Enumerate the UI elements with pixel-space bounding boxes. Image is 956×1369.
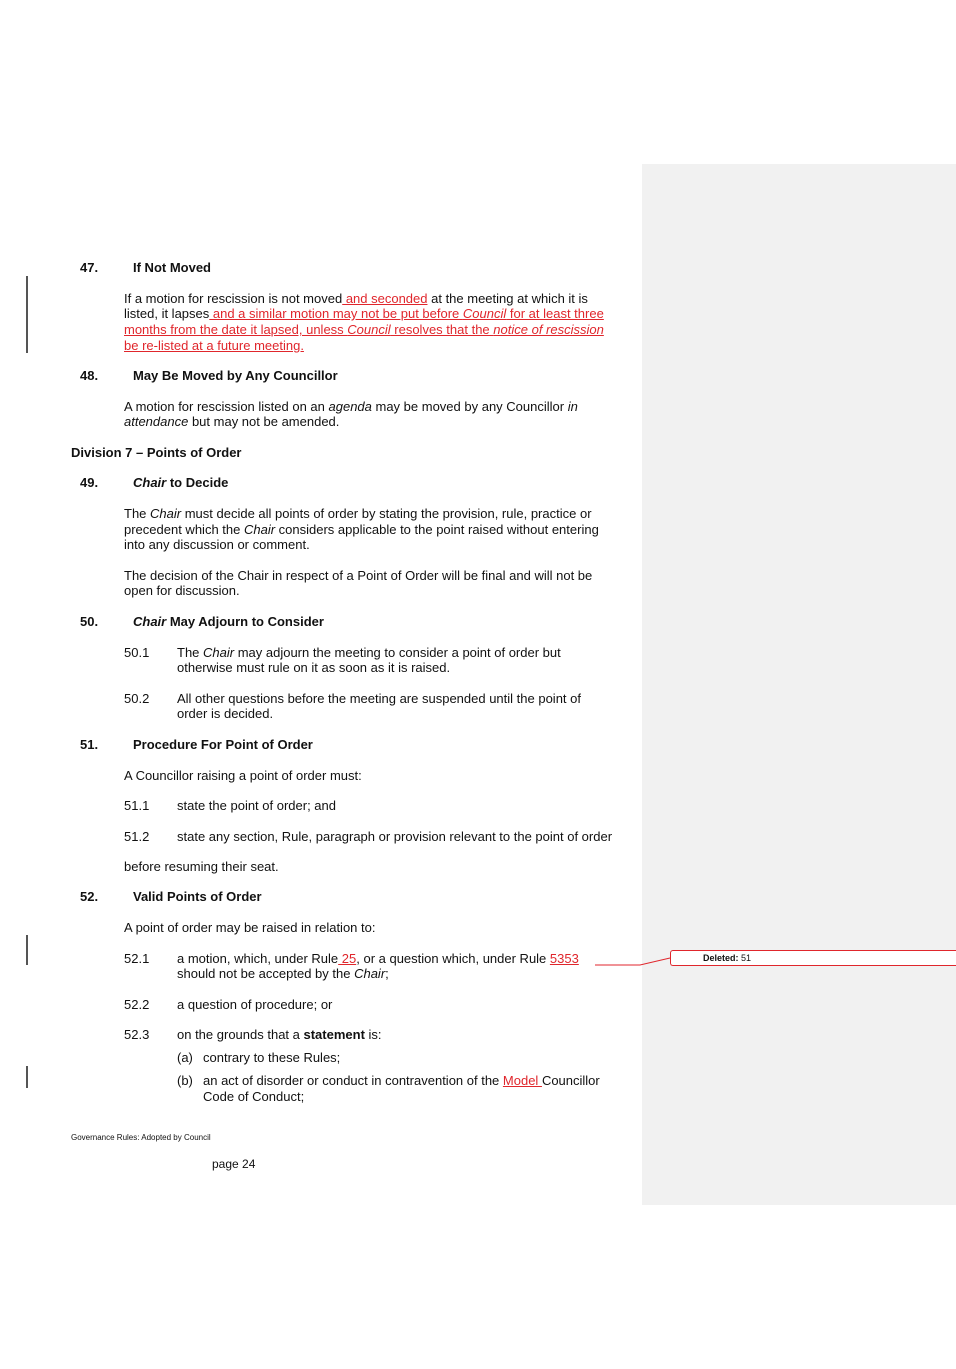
paragraph-line: The Chair may adjourn the meeting to consider a point of order but bbox=[177, 645, 561, 660]
paragraph-line: A point of order may be raised in relation to: bbox=[124, 920, 376, 935]
paragraph-line: on the grounds that a statement is: bbox=[177, 1027, 382, 1042]
paragraph-line: Code of Conduct; bbox=[203, 1089, 305, 1104]
paragraph-line: should not be accepted by the Chair; bbox=[177, 966, 389, 981]
tracked-insertion: be re-listed at a future meeting. bbox=[124, 338, 304, 353]
page-number: page 24 bbox=[212, 1157, 256, 1171]
item-number: 51.2 bbox=[124, 829, 150, 844]
paragraph-line: state any section, Rule, paragraph or provision relevant to the point of order bbox=[177, 829, 613, 844]
paragraph-line: open for discussion. bbox=[124, 583, 240, 598]
item-number: 52.2 bbox=[124, 997, 150, 1012]
paragraph-line: a question of procedure; or bbox=[177, 997, 333, 1012]
item-number: 50.2 bbox=[124, 691, 150, 706]
item-number: 51.1 bbox=[124, 798, 150, 813]
paragraph-line: A motion for rescission listed on an agenda may be moved by any Councillor in bbox=[124, 399, 578, 414]
section-number: 47. bbox=[80, 260, 99, 275]
tracked-insertion: 5353 bbox=[549, 951, 579, 966]
section-heading: Valid Points of Order bbox=[133, 889, 262, 904]
item-number: 50.1 bbox=[124, 645, 150, 660]
section-number: 49. bbox=[80, 475, 99, 490]
section-heading: Chair May Adjourn to Consider bbox=[133, 614, 324, 629]
paragraph-line: contrary to these Rules; bbox=[203, 1050, 341, 1065]
page-footer: Governance Rules: Adopted by Council bbox=[71, 1133, 211, 1142]
sub-item-label: (a) bbox=[177, 1050, 193, 1065]
item-number: 52.3 bbox=[124, 1027, 150, 1042]
section-heading: May Be Moved by Any Councillor bbox=[133, 368, 338, 383]
tracked-insertion: and seconded bbox=[342, 291, 428, 306]
section-heading: Procedure For Point of Order bbox=[133, 737, 313, 752]
paragraph-line: listed, it lapses and a similar motion may not be put before Council for at least three bbox=[124, 306, 604, 321]
paragraph-line: state the point of order; and bbox=[177, 798, 336, 813]
paragraph-line: attendance but may not be amended. bbox=[124, 414, 340, 429]
section-number: 48. bbox=[80, 368, 99, 383]
sub-item-label: (b) bbox=[177, 1073, 193, 1088]
tracked-insertion: 25 bbox=[338, 951, 357, 966]
paragraph-line: before resuming their seat. bbox=[124, 859, 279, 874]
paragraph-line: order is decided. bbox=[177, 706, 274, 721]
section-number: 51. bbox=[80, 737, 99, 752]
section-number: 52. bbox=[80, 889, 99, 904]
section-number: 50. bbox=[80, 614, 99, 629]
section-heading: If Not Moved bbox=[133, 260, 211, 275]
item-number: 52.1 bbox=[124, 951, 150, 966]
paragraph-line: A Councillor raising a point of order must: bbox=[124, 768, 362, 783]
paragraph-line: an act of disorder or conduct in contravention of the Model Councillor bbox=[203, 1073, 600, 1088]
comment-text: Deleted: 51 bbox=[703, 953, 752, 963]
paragraph-line: The decision of the Chair in respect of a Point of Order will be final and will not be bbox=[124, 568, 593, 583]
paragraph-line: a motion, which, under Rule 25, or a question which, under Rule 5353 bbox=[177, 951, 579, 966]
paragraph-line: If a motion for rescission is not moved and seconded at the meeting at which it is bbox=[124, 291, 588, 306]
section-heading: Chair to Decide bbox=[133, 475, 229, 490]
tracked-insertion: months from the date it lapsed, unless Council resolves that the notice of rescission bbox=[124, 322, 604, 337]
paragraph-line: precedent which the Chair considers applicable to the point raised without entering bbox=[124, 522, 599, 537]
paragraph-line: All other questions before the meeting are suspended until the point of bbox=[177, 691, 581, 706]
paragraph-line: into any discussion or comment. bbox=[124, 537, 310, 552]
division-heading: Division 7 – Points of Order bbox=[71, 445, 242, 460]
paragraph-line: otherwise must rule on it as soon as it is raised. bbox=[177, 660, 451, 675]
tracked-insertion: Model bbox=[502, 1073, 542, 1088]
comment-balloon[interactable] bbox=[670, 950, 956, 966]
paragraph-line: The Chair must decide all points of order by stating the provision, rule, practice or bbox=[124, 506, 592, 521]
tracked-insertion: and a similar motion may not be put before Council for at least three bbox=[209, 306, 604, 321]
